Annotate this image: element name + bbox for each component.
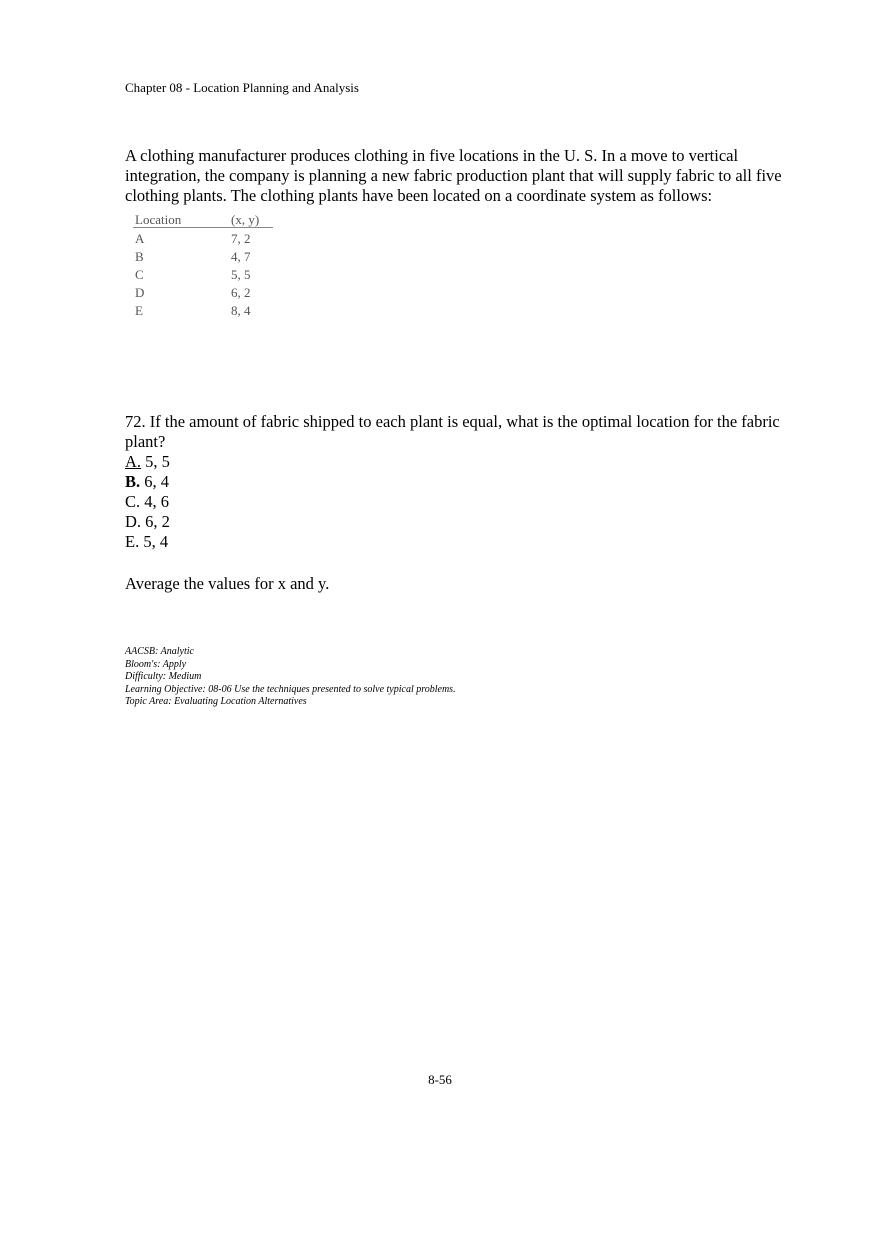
question-metadata <box>125 646 456 709</box>
location-cell: D <box>135 285 145 300</box>
difficulty-tag: Difficulty: Medium <box>125 671 202 683</box>
topic-area-tag: Topic Area: Evaluating Location Alternatives <box>125 696 307 708</box>
blooms-tag: Bloom's: Apply <box>125 658 187 670</box>
option-letter: B. <box>125 472 141 491</box>
coordinates-cell: 8, 4 <box>231 303 251 318</box>
learning-objective-tag: Learning Objective: 08-06 Use the techniques presented to solve typical problems. <box>125 683 456 695</box>
option-letter: C. <box>125 492 141 511</box>
location-cell: E <box>135 303 143 318</box>
table-row <box>133 267 273 285</box>
option-letter: A. <box>125 452 142 471</box>
coordinates-cell: 7, 2 <box>231 231 251 246</box>
option-letter: D. <box>125 512 142 531</box>
question-text: 72. If the amount of fabric shipped to each plant is equal, what is the optimal location for the fabric plant? <box>125 412 780 451</box>
coordinates-cell: 6, 2 <box>231 285 251 300</box>
table-row <box>133 231 273 249</box>
option-value: 6, 2 <box>141 512 170 531</box>
coordinates-cell: 4, 7 <box>231 249 251 264</box>
column-header-coordinates: (x, y) <box>231 212 260 227</box>
answer-option-c <box>125 492 170 512</box>
option-value: 6, 4 <box>140 472 170 491</box>
chapter-header: Chapter 08 - Location Planning and Analysis <box>125 80 359 95</box>
answer-option-a <box>125 452 170 472</box>
location-cell: A <box>135 231 145 246</box>
location-table <box>133 212 273 321</box>
column-header-location: Location <box>135 212 182 227</box>
coordinates-cell: 5, 5 <box>231 267 251 282</box>
answer-explanation: Average the values for x and y. <box>125 574 330 593</box>
answer-options <box>125 452 170 552</box>
option-value: 5, 5 <box>141 452 170 471</box>
table-row <box>133 303 273 321</box>
table-header <box>133 212 273 228</box>
page-number: 8-56 <box>428 1072 452 1087</box>
answer-option-d <box>125 512 170 532</box>
table-row <box>133 249 273 267</box>
option-letter: E. <box>125 532 140 551</box>
problem-intro: A clothing manufacturer produces clothing in five locations in the U. S. In a move to vertical integration, the company is planning a new fabric production plant that will supply fabric to all five clothing plants. The clothing plants have been located on a coordinate system as follows: <box>125 146 782 205</box>
option-value: 4, 6 <box>140 492 170 511</box>
option-value: 5, 4 <box>139 532 169 551</box>
location-cell: B <box>135 249 144 264</box>
answer-option-e <box>125 532 170 552</box>
answer-option-b <box>125 472 170 492</box>
location-cell: C <box>135 267 144 282</box>
table-row <box>133 285 273 303</box>
aacsb-tag: AACSB: Analytic <box>125 646 194 657</box>
table-body <box>133 228 273 321</box>
